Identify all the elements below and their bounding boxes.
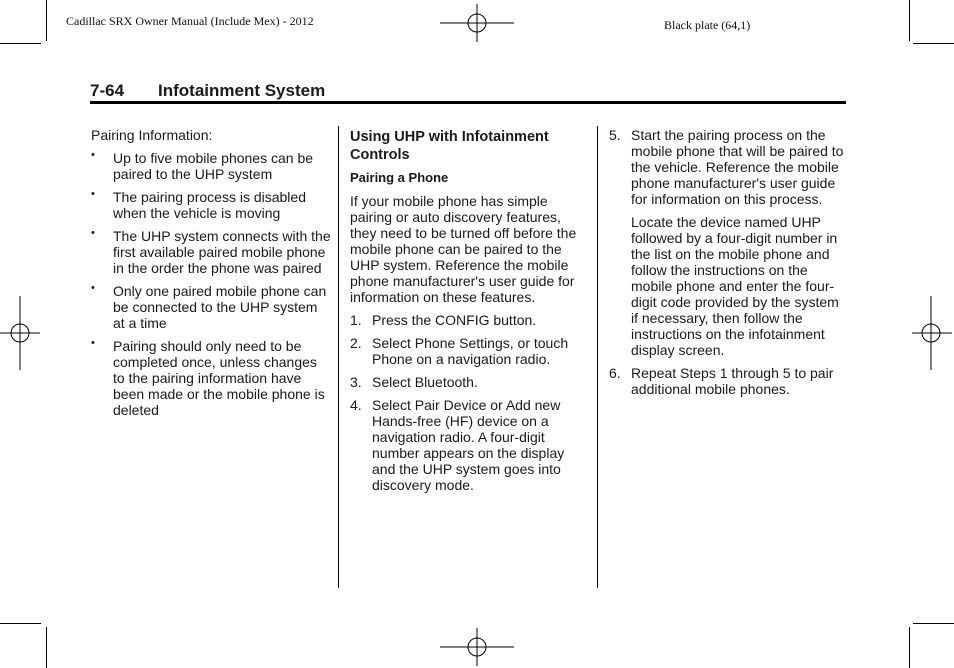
step-item [350,335,586,367]
list-item [91,150,331,182]
step-number: 5. [609,127,621,143]
bullet-icon: • [91,188,95,200]
crop-mark [913,43,954,44]
registration-mark-icon [0,296,40,370]
sub-subsection-heading: Pairing a Phone [350,170,449,185]
list-item-text: The pairing process is disabled when the vehicle is moving [113,189,306,221]
column-3 [609,127,847,404]
step-text: Press the CONFIG button. [372,312,537,328]
column-2 [350,128,586,500]
step-number: 6. [609,365,621,381]
step-number: 4. [350,397,362,413]
crop-mark [909,627,910,668]
crop-mark [0,43,41,44]
column-divider [597,126,598,588]
crop-mark [913,623,954,624]
list-item-text: Up to five mobile phones can be paired to the UHP system [113,150,314,182]
intro-text: Pairing Information: [91,127,213,143]
step-number: 1. [350,312,362,328]
body-paragraph: If your mobile phone has simple pairing or auto discovery features, they need to be turned off before the mobile phone can be paired to the UHP system. Reference the mobile phone manufacturer's user guide for information on these features. [350,193,577,305]
list-item-text: The UHP system connects with the first available paired mobile phone in the order the phone was paired [113,228,331,276]
list-item [91,283,331,331]
registration-mark-icon [440,4,514,42]
column-1 [91,127,331,425]
registration-mark-icon [912,296,952,370]
list-item-text: Pairing should only need to be completed once, unless changes to the pairing information have been made or the mobile phone is deleted [113,338,325,418]
bullet-icon: • [91,227,95,239]
crop-mark [46,0,47,41]
step-item [609,365,847,397]
bullet-icon: • [91,337,95,349]
registration-mark-icon [440,628,514,666]
subsection-heading: Using UHP with Infotainment Controls [350,129,549,163]
step-text: Repeat Steps 1 through 5 to pair additional mobile phones. [631,365,834,397]
doc-title: Cadillac SRX Owner Manual (Include Mex) - 2012 [66,14,314,28]
step-text: Select Bluetooth. [372,374,478,390]
crop-mark [46,627,47,668]
step-item [609,127,847,358]
list-item [91,228,331,276]
section-rule [90,101,846,104]
bullet-icon: • [91,282,95,294]
step-item [350,312,586,328]
section-header [90,81,846,101]
step-text: Select Pair Device or Add new Hands-free (HF) device on a navigation radio. A four-digit number appears on the display and the UHP system goes into discovery mode. [372,397,565,493]
crop-mark [0,623,41,624]
list-item [91,189,331,221]
step-item [350,374,586,390]
list-item [91,338,331,418]
step-subtext: Locate the device named UHP followed by a four-digit number in the list on the mobile phone and follow the instructions on the mobile phone and enter the four-digit code provided by the system if necessary, then follow the instructions on the infotainment display screen. [631,214,839,358]
step-number: 2. [350,335,362,351]
step-item [350,397,586,493]
step-number: 3. [350,374,362,390]
bullet-icon: • [91,149,95,161]
plate-label: Black plate (64,1) [664,18,751,32]
page-number: 7-64 [90,81,125,100]
crop-mark [909,0,910,41]
step-text: Select Phone Settings, or touch Phone on a navigation radio. [372,335,569,367]
step-text: Start the pairing process on the mobile phone that will be paired to the vehicle. Reference the mobile phone manufacturer's user guide for information on this process. [631,127,844,207]
column-divider [338,126,339,588]
section-title: Infotainment System [158,81,326,100]
list-item-text: Only one paired mobile phone can be connected to the UHP system at a time [113,283,327,331]
